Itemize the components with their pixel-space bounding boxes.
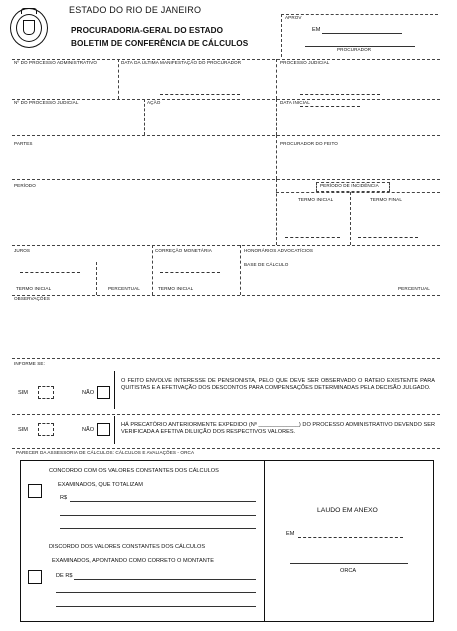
initial-date-field[interactable] [300,106,360,107]
approval-label: APROV [285,15,302,20]
orca-date-field[interactable] [298,537,403,538]
orca-signature-field[interactable] [290,563,408,564]
interest-label: JUROS [14,248,31,253]
attached-report-label: LAUDO EM ANEXO [317,507,378,514]
interest-percent-label: PERCENTUAL [108,286,140,291]
last-manifest-date-label: DATA DA ULTIMA MANIFESTAÇÃO DO PROCURADOR [121,60,242,65]
q1-text: O FEITO ENVOLVE INTERESSE DE PENSIONISTA, PELO QUE DEVE SER OBSERVADO O RATEIO EXISTENTE PARA QUITISTAS E A EFETIVAÇÃO DOS DESCONTOS PARA COMPENSAÇÕES DETERMINADAS PELA DECISÃO JULGADO. [121,378,435,391]
state-name: ESTADO DO RIO DE JANEIRO [69,5,202,15]
disagree-amount-line-3[interactable] [56,606,256,607]
observations-label: OBSERVAÇÕES [14,296,50,301]
action-label: AÇÃO [147,100,161,105]
parties-label: PARTES [14,141,33,146]
period-end-field[interactable] [358,237,418,238]
conclusion-heading: PARECER DA ASSESSORIA DE CÁLCULOS: CÁLCULOS E AVALIAÇÕES - ORCA [16,450,195,455]
orca-signature-label: ORCA [340,568,357,574]
q2-no-checkbox[interactable] [97,423,110,436]
agree-amount-line-3[interactable] [60,528,256,529]
disagree-amount-field[interactable] [74,579,256,580]
approval-signature-label: PROCURADOR [337,47,372,52]
case-attorney-label: PROCURADOR DO FEITO [280,141,338,146]
disagree-label: DISCORDO DOS VALORES CONSTANTES DOS CÁLCULOS [49,544,206,550]
process-admin-label: Nº DO PROCESSO ADMINISTRATIVO [14,60,98,65]
agree-checkbox[interactable] [28,484,42,498]
inform-label: INFORME SE: [14,361,45,366]
last-manifest-date-field[interactable] [160,94,240,95]
approval-date-field[interactable] [322,33,402,34]
agency-name: PROCURADORIA-GERAL DO ESTADO [71,26,224,35]
agree-label: CONCORDO COM OS VALORES CONSTANTES DOS CÁLCULOS [49,468,219,474]
monetary-correction-label: CORREÇÃO MONETÁRIA [155,248,212,253]
agree-sublabel: EXAMINADOS, QUE TOTALIZAM [58,482,143,488]
calculation-base-label: BASE DE CÁLCULO [244,262,289,267]
fees-percent-label: PERCENTUAL [398,286,430,291]
period-start-field[interactable] [285,237,340,238]
form-title: BOLETIM DE CONFERÊNCIA DE CÁLCULOS [71,39,249,48]
agree-amount-field[interactable] [70,501,256,502]
approval-date-prefix: EM [312,27,321,33]
disagree-checkbox[interactable] [28,570,42,584]
period-label: PERÍODO [14,183,36,188]
q1-yes-checkbox[interactable] [38,386,54,399]
q2-text: HÁ PRECATÓRIO ANTERIORMENTE EXPEDIDO (Nº _____________) DO PROCESSO ADMINISTRATIVO DEVENDO SER VERIFICADA A EFETIVA DILUIÇÃO DOS RESPECTIVOS VALORES. [121,422,435,435]
agree-amount-line-2[interactable] [60,515,256,516]
q2-no-label: NÃO [82,427,95,433]
agree-currency: R$ [60,495,68,501]
q2-yes-label: SIM [18,427,28,433]
q1-yes-label: SIM [18,390,28,396]
period-start-label: TERMO INICIAL [298,197,334,202]
attorney-fees-label: HONORÁRIOS ADVOCATÍCIOS [244,248,314,253]
initial-date-label: DATA INICIAL [280,100,310,105]
judicial-number-label: Nº DO PROCESSO JUDICIAL [14,100,79,105]
q1-no-label: NÃO [82,390,95,396]
interest-start-field[interactable] [20,272,80,273]
conclusion-right-box [263,460,434,622]
q1-no-checkbox[interactable] [97,386,110,399]
q2-yes-checkbox[interactable] [38,423,54,436]
orca-date-prefix: EM [286,531,295,537]
period-end-label: TERMO FINAL [370,197,402,202]
disagree-amount-line-2[interactable] [56,592,256,593]
judicial-process-field[interactable] [300,94,380,95]
judicial-process-label: PROCESSO JUDICIAL [280,60,330,65]
correction-start-label: TERMO INICIAL [158,286,194,291]
incidence-period-label: PERÍODO DE INCIDÊNCIA [320,183,379,188]
correction-start-field[interactable] [160,272,220,273]
disagree-sublabel: EXAMINADOS, APONTANDO COMO CORRETO O MONTANTE [52,558,214,564]
interest-start-label: TERMO INICIAL [16,286,52,291]
disagree-currency: DE R$ [56,573,73,579]
